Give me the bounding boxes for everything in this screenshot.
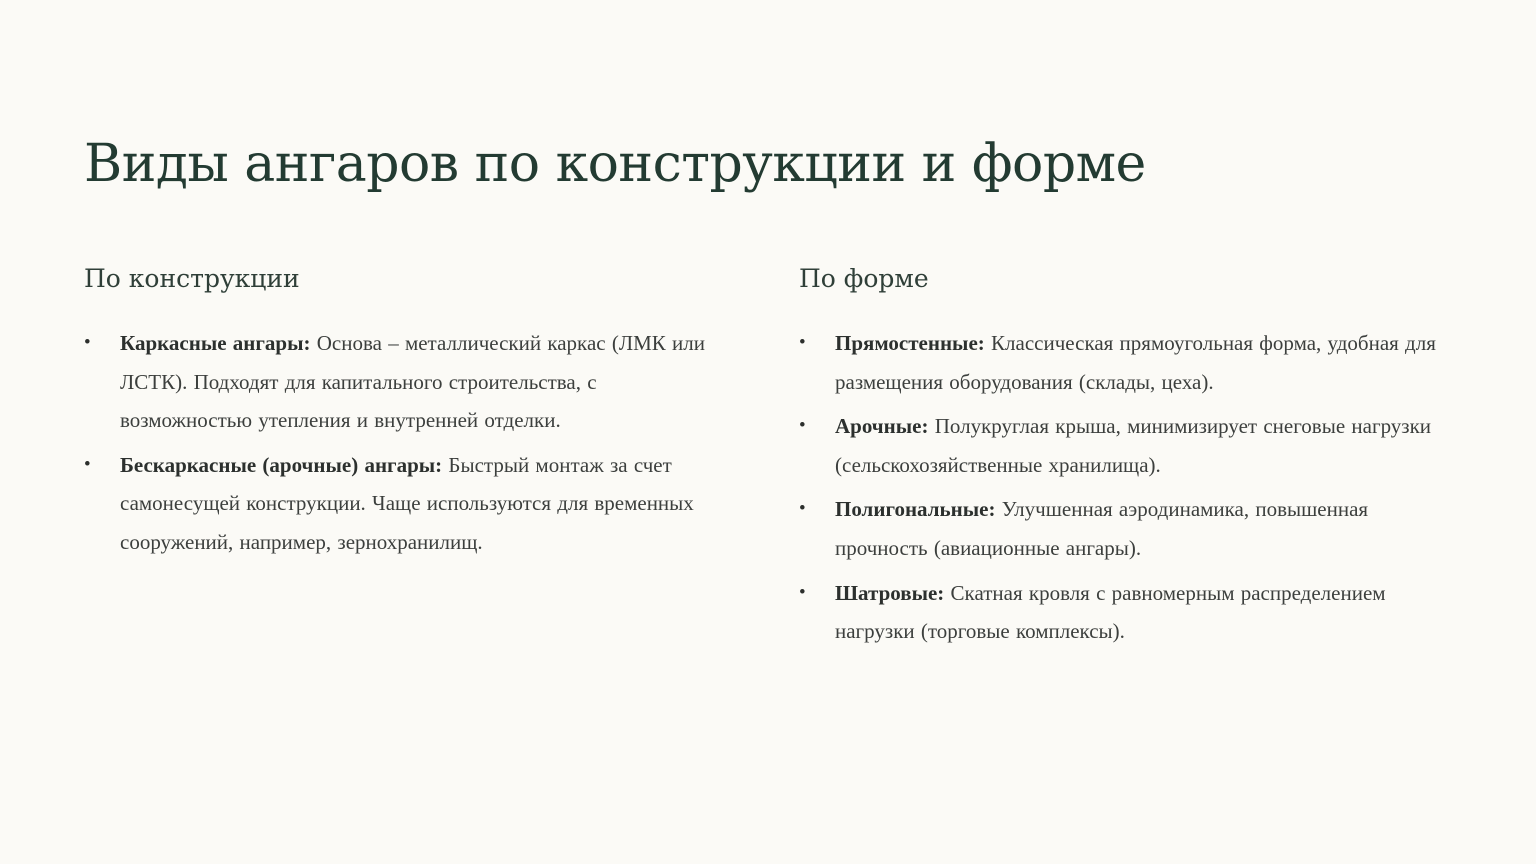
list-item <box>84 446 724 562</box>
column-shape <box>799 262 1449 644</box>
construction-list <box>84 324 724 568</box>
item-text: Классическая прямоугольная форма, удобная для размещения оборудования (склады, цеха). <box>835 331 1436 394</box>
item-term: Прямостенные: <box>835 331 985 355</box>
item-text: Скатная кровля с равномерным распределением нагрузки (торговые комплексы). <box>835 580 1386 644</box>
column-construction <box>84 262 724 554</box>
item-term: Арочные: <box>835 414 929 439</box>
item-term: Полигональные: <box>835 497 996 522</box>
bullet-icon: • <box>799 415 806 437</box>
list-item <box>799 574 1449 651</box>
bullet-icon: • <box>799 581 806 603</box>
bullet-icon: • <box>799 498 806 520</box>
column-heading-shape: По форме <box>799 264 929 293</box>
list-item <box>799 407 1449 484</box>
list-item <box>84 324 724 440</box>
column-heading-construction: По конструкции <box>84 264 300 293</box>
bullet-icon: • <box>799 332 806 353</box>
item-text: Полукруглая крыша, минимизирует снеговые нагрузки (сельскохозяйственные хранилища). <box>835 414 1432 477</box>
item-term: Бескаркасные (арочные) ангары: <box>120 452 443 477</box>
item-text: Быстрый монтаж за счет самонесущей конструкции. Чаще используются для временных сооружений, например, зернохранилищ. <box>120 452 694 554</box>
item-term: Шатровые: <box>835 580 945 605</box>
list-item <box>799 324 1449 401</box>
item-text: Основа – металлический каркас (ЛМК или ЛСТК). Подходят для капитального строительства, с возможностью утепления и внутренней отделки. <box>120 331 705 433</box>
item-text: Улучшенная аэродинамика, повышенная прочность (авиационные ангары). <box>835 497 1369 560</box>
bullet-icon: • <box>84 453 91 475</box>
shape-list <box>799 324 1449 657</box>
page-title: Виды ангаров по конструкции и форме <box>84 134 1146 194</box>
list-item <box>799 490 1449 567</box>
item-term: Каркасные ангары: <box>120 331 311 355</box>
bullet-icon: • <box>84 332 91 353</box>
